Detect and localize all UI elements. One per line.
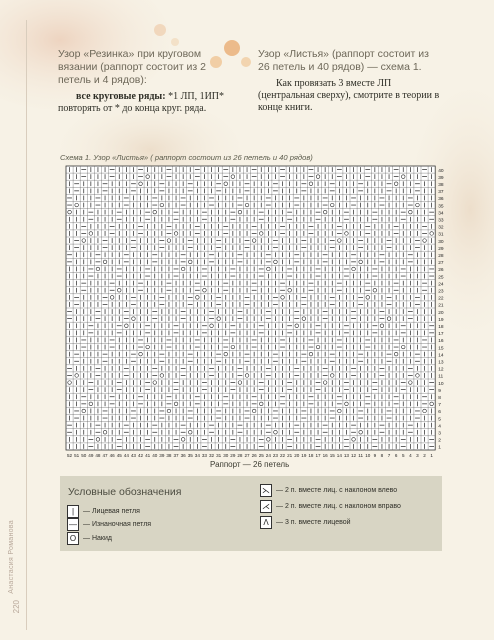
rib-rows-text: *1 ЛП, 1ИП* — [165, 91, 225, 102]
column-number-label: 49 — [88, 453, 94, 458]
row-number-label: 40 — [438, 168, 444, 174]
column-number-label: 46 — [109, 453, 115, 458]
column-number-label: 42 — [137, 453, 144, 458]
column-number-label: 13 — [343, 453, 350, 458]
column-number-label: 47 — [102, 453, 108, 458]
row-number-label: 2 — [438, 438, 441, 444]
column-number-label: 20 — [294, 453, 300, 458]
column-number-label: 19 — [301, 453, 307, 458]
column-number-label: 28 — [237, 453, 243, 458]
row-number-label: 32 — [438, 225, 444, 231]
legend-label-purl: — Изнаночная петля — [83, 521, 152, 528]
legend-item-k3tog — [260, 516, 351, 529]
column-number-label: 33 — [201, 453, 208, 458]
column-number-label: 15 — [329, 453, 335, 458]
row-number-label: 33 — [438, 218, 444, 224]
column-number-label: 44 — [123, 453, 129, 458]
column-number-label: 27 — [244, 453, 250, 458]
column-number-label: 1 — [430, 453, 433, 458]
column-number-label: 38 — [166, 453, 172, 458]
column-number-label: 35 — [187, 453, 193, 458]
column-number-label: 43 — [130, 453, 137, 458]
purl-stitch-icon: — — [67, 518, 79, 531]
column-number-label: 37 — [173, 453, 179, 458]
legend-label-k2tog-right: — 2 п. вместе лиц. с наклоном вправо — [276, 503, 401, 510]
column-number-label: 14 — [336, 453, 342, 458]
column-number-label: 7 — [387, 453, 391, 458]
chart-caption: Схема 1. Узор «Листья» ( раппорт состоит из 26 петель и 40 рядов) — [60, 153, 313, 162]
legend-item-knit — [67, 505, 140, 518]
column-number-label: 36 — [180, 453, 186, 458]
legend-label-knit: — Лицевая петля — [83, 508, 140, 515]
row-number-label: 17 — [438, 332, 444, 338]
column-number-label: 25 — [258, 453, 264, 458]
legend-title: Условные обозначения — [68, 486, 182, 498]
legend-item-purl — [67, 518, 151, 531]
column-number-label: 6 — [394, 453, 398, 458]
legend-label-k2tog-left: — 2 п. вместе лиц. с наклоном влево — [276, 487, 398, 494]
legend-item-yarn-over — [67, 532, 112, 545]
row-number-label: 31 — [438, 232, 444, 238]
column-number-label: 40 — [152, 453, 158, 458]
row-number-label: 20 — [438, 310, 444, 316]
column-number-label: 18 — [308, 453, 314, 458]
legend-item-k2tog-right — [260, 500, 401, 513]
column-number-label: 32 — [208, 453, 215, 458]
column-number-label: 41 — [145, 453, 151, 458]
row-number-label: 6 — [438, 410, 441, 416]
knit-stitch-icon: | — [67, 505, 79, 518]
column-number-label: 17 — [315, 453, 321, 458]
row-number-label: 30 — [438, 239, 444, 245]
column-number-label: 51 — [74, 453, 80, 458]
legend-label-yarn-over: — Накид — [83, 535, 112, 542]
column-number-label: 9 — [373, 453, 377, 458]
column-number-label: 4 — [409, 453, 412, 458]
column-number-label: 50 — [81, 453, 87, 458]
column-number-label: 31 — [216, 453, 222, 458]
leaves-pattern-note: Как провязать 3 вместе ЛП (центральная сверху), смотрите в теории в конце книги. — [258, 78, 440, 113]
row-number-label: 8 — [438, 396, 441, 401]
row-number-label: 34 — [438, 211, 444, 217]
column-number-label: 3 — [416, 453, 419, 458]
column-number-label: 26 — [251, 453, 257, 458]
column-number-label: 24 — [265, 453, 271, 458]
row-number-label: 12 — [438, 367, 444, 373]
row-number-label: 23 — [438, 289, 444, 295]
rib-repeat-text: повторять от * до конца круг. ряда. — [58, 103, 207, 114]
leaves-pattern-title: Узор «Листья» (раппорт состоит из 26 петель и 40 рядов) — схема 1. — [258, 48, 429, 73]
column-number-label: 11 — [358, 453, 364, 458]
row-number-label: 39 — [438, 175, 444, 181]
column-number-label: 29 — [230, 453, 236, 458]
rapport-label: Раппорт — 26 петель — [210, 460, 290, 469]
row-number-label: 27 — [438, 261, 444, 267]
row-number-label: 9 — [438, 388, 441, 394]
row-number-label: 28 — [438, 254, 444, 259]
column-number-label: 5 — [401, 453, 405, 458]
row-number-label: 22 — [438, 296, 444, 302]
column-number-label: 12 — [350, 453, 357, 458]
column-number-label: 2 — [423, 453, 426, 458]
row-number-label: 37 — [438, 190, 444, 196]
yarn-over-icon: O — [67, 532, 79, 545]
column-number-label: 21 — [287, 453, 293, 458]
k2tog-left-icon: ⋋ — [260, 484, 272, 497]
row-number-label: 14 — [438, 353, 444, 359]
column-number-label: 22 — [279, 453, 286, 458]
row-number-label: 4 — [438, 424, 441, 430]
k3tog-icon: Λ — [260, 516, 272, 529]
row-number-label: 35 — [438, 204, 444, 210]
author-name: Анастасия Романова — [8, 520, 15, 594]
page-number: 220 — [12, 600, 21, 614]
k2tog-right-icon: ⋌ — [260, 500, 272, 513]
row-number-label: 15 — [438, 346, 444, 352]
rib-pattern-title: Узор «Резинка» при круговом вязании (раппорт состоит из 2 петель и 4 рядов): — [58, 48, 206, 86]
row-number-label: 10 — [438, 381, 444, 387]
row-number-label: 3 — [438, 431, 441, 437]
row-number-label: 11 — [438, 374, 444, 380]
column-number-label: 39 — [159, 453, 165, 458]
column-number-label: 8 — [380, 453, 384, 458]
column-number-label: 34 — [194, 453, 200, 458]
legend-item-k2tog-left — [260, 484, 397, 497]
row-number-label: 29 — [438, 246, 444, 252]
row-number-label: 26 — [438, 268, 444, 274]
legend-label-k3tog: — 3 п. вместе лицевой — [276, 519, 351, 526]
row-number-label: 21 — [438, 303, 444, 309]
row-number-label: 5 — [438, 417, 441, 423]
row-number-label: 19 — [438, 317, 444, 323]
row-number-label: 1 — [438, 445, 441, 451]
row-number-label: 24 — [438, 282, 444, 288]
column-number-label: 48 — [95, 453, 101, 458]
column-number-label: 45 — [116, 453, 122, 458]
column-number-label: 30 — [223, 453, 229, 458]
row-number-label: 36 — [438, 197, 444, 203]
column-number-label: 16 — [322, 453, 328, 458]
row-number-label: 13 — [438, 360, 444, 366]
row-number-label: 38 — [438, 183, 444, 188]
row-number-label: 25 — [438, 275, 444, 281]
column-number-label: 23 — [272, 453, 279, 458]
column-number-label: 52 — [66, 453, 73, 458]
column-number-label: 10 — [365, 453, 371, 458]
row-number-label: 7 — [438, 403, 441, 409]
rib-rows-label: все круговые ряды: — [76, 91, 166, 102]
row-number-label: 18 — [438, 325, 444, 330]
row-number-label: 16 — [438, 339, 444, 345]
